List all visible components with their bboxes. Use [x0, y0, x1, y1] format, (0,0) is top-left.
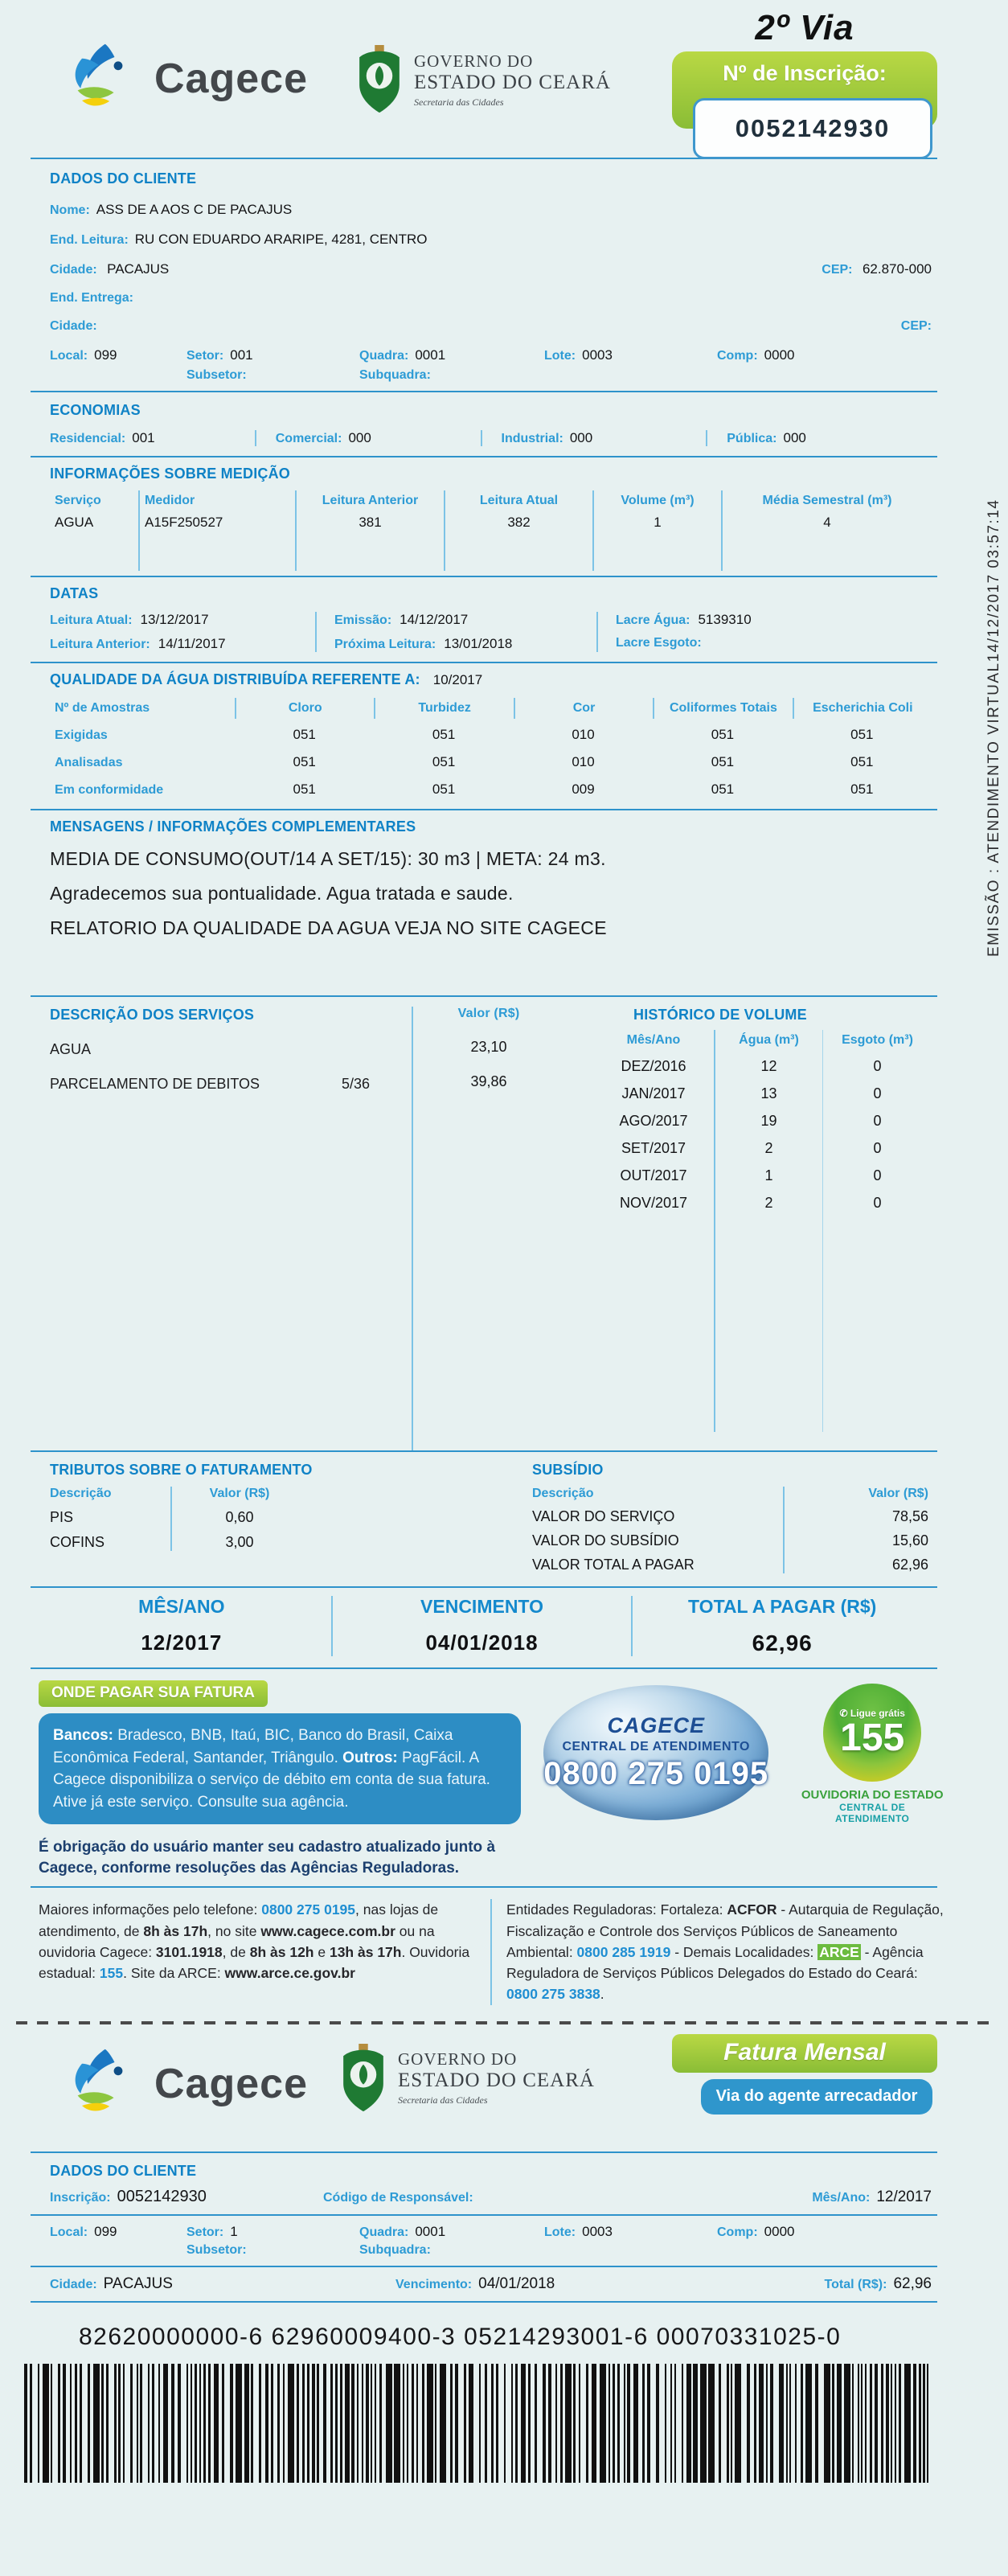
stub-client-title: DADOS DO CLIENTE: [50, 2162, 197, 2179]
residential-label: Residencial:: [50, 432, 126, 445]
water-seal-value: 5139310: [698, 612, 752, 627]
dates-section: [0, 577, 1008, 662]
free-call-label: ✆ Ligue grátis: [839, 1708, 905, 1719]
subblock-label: Subquadra:: [359, 2242, 431, 2257]
subsidy-value-header: Valor (R$): [868, 1487, 928, 1500]
info-right-column: [490, 1899, 944, 2004]
block-label: Quadra:: [359, 349, 409, 363]
info-text: - Agência Reguladora de Serviços Públicos Delegados do Estado do Ceará:: [506, 1943, 924, 1982]
ombudsman-circle-icon: [823, 1684, 921, 1782]
subblock-label: Subquadra:: [359, 368, 431, 382]
delivery-address-label: End. Entrega:: [50, 291, 134, 305]
metering-title: INFORMAÇÕES SOBRE MEDIÇÃO: [50, 466, 291, 482]
cagece-logo: [56, 35, 308, 122]
history-month: AGO/2017: [619, 1113, 688, 1129]
banks-label: Bancos:: [53, 1727, 113, 1744]
prev-reading-date: 14/11/2017: [158, 636, 226, 651]
subsidy-name: VALOR DO SERVIÇO: [532, 1508, 675, 1524]
gov-line2: ESTADO DO CEARÁ: [414, 71, 611, 93]
volume-value: 1: [592, 511, 721, 571]
where-to-pay-badge: ONDE PAGAR SUA FATURA: [39, 1680, 268, 1707]
local-value: 099: [94, 347, 117, 363]
curr-reading-header: Leitura Atual: [444, 490, 592, 511]
cep2-label: CEP:: [900, 319, 932, 333]
prev-reading-header: Leitura Anterior: [295, 490, 444, 511]
cep-value: 62.870-000: [862, 261, 932, 277]
history-sewage: 0: [873, 1140, 882, 1156]
sewage-header: Esgoto (m³): [842, 1033, 913, 1047]
reading-address-value: RU CON EDUARDO ARARIPE, 4281, CENTRO: [134, 232, 428, 247]
emission-date-label: Emissão:: [334, 613, 392, 627]
lot-label: Lote:: [544, 2225, 576, 2239]
dates-title: DATAS: [50, 585, 99, 601]
quality-cell: 009: [572, 781, 595, 797]
month-year-header: MÊS/ANO: [138, 1596, 225, 1617]
history-water: 13: [760, 1085, 777, 1101]
gov-line2: ESTADO DO CEARÁ: [398, 2069, 595, 2092]
public-label: Pública:: [727, 432, 777, 445]
messages-title: MENSAGENS / INFORMAÇÕES COMPLEMENTARES: [50, 818, 416, 835]
info-left-column: [39, 1899, 476, 2004]
messages-section: [0, 810, 1008, 995]
history-water: 2: [764, 1140, 773, 1156]
quality-cell: 051: [850, 727, 874, 742]
summary-bar: [0, 1588, 1008, 1667]
stub-subsector-row: [0, 2240, 1008, 2266]
curr-reading-value: 382: [444, 511, 592, 571]
info-text: , de: [222, 1943, 250, 1960]
semester-avg-header: Média Semestral (m³): [721, 490, 932, 511]
industrial-value: 000: [569, 430, 593, 445]
info-text: Maiores informações pelo telefone:: [39, 1901, 262, 1918]
service-desc: AGUA: [50, 1041, 92, 1057]
info-text: .: [600, 1986, 604, 2003]
history-month: DEZ/2016: [621, 1058, 686, 1074]
info-text: . Ouvidoria estadual:: [39, 1943, 470, 1982]
barcode: [24, 2364, 932, 2483]
city-value: PACAJUS: [103, 2275, 173, 2292]
subsidy-name: VALOR DO SUBSÍDIO: [532, 1532, 679, 1548]
due-date-header: VENCIMENTO: [420, 1596, 543, 1617]
inscription-value: 0052142930: [117, 2187, 207, 2205]
comp-value: 0000: [764, 2223, 795, 2239]
city2-label: Cidade:: [50, 319, 97, 333]
history-sewage: 0: [873, 1195, 882, 1211]
due-date-value: 04/01/2018: [478, 2275, 555, 2292]
stub-header: [0, 2031, 1008, 2151]
quality-cell: 051: [850, 754, 874, 769]
quality-cell: 051: [293, 781, 316, 797]
sewage-seal-label: Lacre Esgoto:: [616, 636, 702, 650]
prev-reading-value: 381: [295, 511, 444, 571]
gov-subtitle: Secretaria das Cidades: [414, 96, 504, 108]
history-sewage: 0: [873, 1167, 882, 1183]
gov-subtitle: Secretaria das Cidades: [398, 2094, 488, 2106]
info-text: - Autarquia de Regulação, Fiscalização e Controle dos Serviços Públicos de Saneamento Ambiental:: [506, 1901, 944, 1960]
emission-date: 14/12/2017: [400, 612, 469, 627]
volume-header: Volume (m³): [592, 490, 721, 511]
ecoli-header: Escherichia Coli: [793, 698, 932, 719]
commercial-label: Comercial:: [275, 432, 342, 445]
ombudsman-badge: [801, 1680, 944, 1878]
stub-due-row: [0, 2267, 1008, 2301]
total-label: Total (R$):: [824, 2277, 887, 2291]
history-sewage: 0: [873, 1085, 882, 1101]
phone-number: 0800 275 3838: [506, 1986, 600, 2003]
info-text: 8h às 12h: [249, 1943, 314, 1960]
month-year-value: 12/2017: [141, 1631, 223, 1655]
next-reading-date: 13/01/2018: [444, 636, 513, 651]
regulatory-info: [0, 1888, 1008, 2012]
due-date-value: 04/01/2018: [425, 1631, 539, 1655]
cagece-logo-text: Cagece: [154, 2060, 308, 2107]
ceara-crest-icon: [356, 45, 403, 114]
lot-label: Lote:: [544, 349, 576, 363]
website: www.cagece.com.br: [260, 1922, 395, 1939]
block-value: 0001: [415, 347, 446, 363]
payment-places-section: [0, 1669, 1008, 1886]
gov-line1: GOVERNO DO: [398, 2049, 518, 2069]
tax-value-header: Valor (R$): [209, 1487, 270, 1500]
agency-name: ACFOR: [727, 1901, 777, 1918]
cagece-logo-text: Cagece: [154, 55, 308, 102]
agency-name: ARCE: [819, 1943, 859, 1960]
collector-copy-badge: Via do agente arrecadador: [701, 2079, 932, 2115]
quality-cell: 051: [432, 754, 456, 769]
total-value: 62,96: [893, 2275, 932, 2292]
message-line: Agradecemos sua pontualidade. Agua tratada e saude.: [50, 883, 514, 904]
barcode-number: 82620000000-6 62960009400-3 05214293001-6 00070331025-0: [79, 2323, 842, 2350]
history-water: 2: [764, 1195, 773, 1211]
subsidy-name: VALOR TOTAL A PAGAR: [532, 1557, 695, 1573]
responsible-code-label: Código de Responsável:: [323, 2190, 473, 2205]
ceara-crest-icon: [340, 2044, 387, 2113]
coliforms-header: Coliformes Totais: [653, 698, 792, 719]
commercial-value: 000: [348, 430, 371, 445]
month-year-value: 12/2017: [876, 2188, 932, 2205]
local-label: Local:: [50, 2225, 88, 2239]
quality-cell: 051: [850, 781, 874, 797]
history-month: SET/2017: [621, 1140, 686, 1156]
color-header: Cor: [514, 698, 653, 719]
history-water: 19: [760, 1113, 777, 1129]
conforming-row-label: Em conformidade: [55, 783, 164, 797]
inscription-badge: [672, 51, 937, 166]
required-row-label: Exigidas: [55, 728, 108, 742]
quality-cell: 051: [293, 727, 316, 742]
quality-cell: 051: [711, 727, 735, 742]
subsector-label: Subsetor:: [186, 368, 247, 382]
history-sewage: 0: [873, 1113, 882, 1129]
message-line: MEDIA DE CONSUMO(OUT/14 A SET/15): 30 m3 | META: 24 m3.: [50, 848, 606, 869]
ombudsman-line2: CENTRAL DE ATENDIMENTO: [835, 1802, 910, 1824]
website: www.arce.ce.gov.br: [224, 1965, 355, 1982]
call-center-drop-logo: [543, 1685, 768, 1820]
tax-value: 0,60: [225, 1509, 254, 1525]
services-value-header: Valor (R$): [457, 1007, 520, 1020]
residential-value: 001: [132, 430, 155, 445]
info-text: Entidades Reguladoras: Fortaleza:: [506, 1901, 727, 1918]
sector-label: Setor:: [186, 349, 224, 363]
subsidy-value: 78,56: [891, 1508, 928, 1524]
info-text: ou na ouvidoria Cagece:: [39, 1922, 435, 1960]
water-quality-section: [0, 663, 1008, 809]
inscription-number: 0052142930: [693, 98, 932, 159]
name-value: ASS DE A AOS C DE PACAJUS: [96, 202, 293, 217]
info-text: . Site da ARCE:: [123, 1965, 225, 1982]
name-label: Nome:: [50, 203, 90, 217]
ombudsman-number: 155: [840, 1717, 905, 1759]
water-header: Água (m³): [739, 1033, 799, 1047]
tax-name: COFINS: [50, 1534, 105, 1550]
comp-label: Comp:: [717, 2225, 758, 2239]
info-text: - Demais Localidades:: [670, 1943, 818, 1960]
due-date-label: Vencimento:: [395, 2277, 473, 2291]
taxes-title: TRIBUTOS SOBRE O FATURAMENTO: [50, 1462, 313, 1478]
client-section: [0, 159, 1008, 391]
banks-box: [39, 1713, 521, 1824]
block-label: Quadra:: [359, 2225, 409, 2239]
cut-line: [16, 2021, 992, 2024]
quality-title: QUALIDADE DA ÁGUA DISTRIBUÍDA REFERENTE A:: [50, 671, 420, 687]
ombudsman-line1: OUVIDORIA DO ESTADO: [801, 1788, 944, 1802]
prev-reading-date-label: Leitura Anterior:: [50, 638, 150, 651]
comp-value: 0000: [764, 347, 795, 363]
public-value: 000: [783, 430, 806, 445]
government-seal: [340, 2044, 595, 2113]
quality-cell: 051: [432, 781, 456, 797]
cep-label: CEP:: [822, 263, 853, 277]
subsidy-desc-header: Descrição: [532, 1487, 594, 1500]
meter-value: A15F250527: [138, 511, 295, 571]
quality-cell: 051: [293, 754, 316, 769]
sector-value: 1: [230, 2223, 238, 2239]
services-section: [0, 997, 1008, 1450]
local-label: Local:: [50, 349, 88, 363]
semester-avg-value: 4: [721, 511, 932, 571]
economies-section: [0, 392, 1008, 456]
history-sewage: 0: [873, 1058, 882, 1074]
subsidy-title: SUBSÍDIO: [532, 1462, 604, 1478]
info-text: , no site: [207, 1922, 261, 1939]
lot-value: 0003: [582, 347, 613, 363]
government-seal: [356, 45, 611, 114]
curr-reading-date-label: Leitura Atual:: [50, 613, 133, 627]
phone-number: 3101.1918: [155, 1943, 223, 1960]
city-value: PACAJUS: [107, 261, 170, 277]
chlorine-header: Cloro: [235, 698, 374, 719]
stub-inscription-row: [0, 2180, 1008, 2214]
history-month: JAN/2017: [621, 1085, 686, 1101]
banks-list: Bradesco, BNB, Itaú, BIC, Banco do Brasil, Caixa Econômica Federal, Santander, Triângulo.: [53, 1727, 453, 1766]
obligation-note: É obrigação do usuário manter seu cadastro atualizado junto à Cagece, conforme resoluções das Agências Reguladoras.: [39, 1839, 496, 1877]
others-label: Outros:: [342, 1749, 398, 1766]
economies-title: ECONOMIAS: [50, 402, 141, 418]
analyzed-row-label: Analisadas: [55, 756, 123, 769]
subsidy-value: 15,60: [891, 1532, 928, 1548]
cagece-logo-icon: [56, 35, 151, 122]
phone-number: 155: [99, 1965, 124, 1982]
subsidy-value: 62,96: [891, 1557, 928, 1573]
phone-number: 0800 285 1919: [576, 1943, 671, 1960]
metering-section: [0, 457, 1008, 576]
city-label: Cidade:: [50, 263, 97, 277]
history-month: OUT/2017: [620, 1167, 687, 1183]
quality-ref-month: 10/2017: [432, 672, 483, 687]
local-value: 099: [94, 2223, 117, 2239]
cagece-logo: [56, 2041, 308, 2127]
total-header: TOTAL A PAGAR (R$): [688, 1596, 877, 1617]
service-installment: 5/36: [341, 1076, 370, 1092]
service-desc: PARCELAMENTO DE DEBITOS: [50, 1076, 260, 1092]
industrial-label: Industrial:: [501, 432, 563, 445]
service-value: 39,86: [470, 1073, 507, 1089]
total-value: 62,96: [752, 1631, 813, 1655]
month-year-label: Mês/Ano:: [812, 2190, 871, 2205]
history-water: 1: [764, 1167, 773, 1183]
turbidity-header: Turbidez: [374, 698, 513, 719]
info-text: , nas lojas de atendimento, de: [39, 1901, 439, 1939]
inscription-label: Inscrição:: [50, 2190, 111, 2205]
inscription-label: Nº de Inscrição:: [672, 51, 937, 129]
tax-value: 3,00: [225, 1534, 254, 1550]
history-month: NOV/2017: [619, 1195, 688, 1211]
block-value: 0001: [415, 2223, 446, 2239]
water-seal-label: Lacre Água:: [616, 613, 690, 627]
tax-desc-header: Descrição: [50, 1487, 112, 1500]
phone-number: 0800 275 0195: [261, 1901, 356, 1918]
subsidy-section: [428, 1462, 932, 1573]
stub-location-row: [0, 2216, 1008, 2240]
city-label: Cidade:: [50, 2277, 97, 2291]
sector-value: 001: [230, 347, 253, 363]
reading-address-label: End. Leitura:: [50, 233, 129, 247]
next-reading-date-label: Próxima Leitura:: [334, 638, 436, 651]
info-text: 13h às 17h: [329, 1943, 402, 1960]
emission-vertical-text: EMISSÃO : ATENDIMENTO VIRTUAL14/12/2017 03:57:14: [985, 498, 1002, 957]
history-title: HISTÓRICO DE VOLUME: [633, 1007, 807, 1023]
service-value: AGUA: [55, 515, 94, 530]
quality-cell: 051: [711, 781, 735, 797]
history-water: 12: [760, 1058, 777, 1074]
curr-reading-date: 13/12/2017: [140, 612, 209, 627]
taxes-section: [0, 1452, 1008, 1586]
samples-header: Nº de Amostras: [55, 701, 150, 715]
info-text: e: [313, 1943, 330, 1960]
quality-cell: 051: [711, 754, 735, 769]
service-value: 23,10: [470, 1039, 507, 1055]
monthly-bill-badge: Fatura Mensal: [672, 2034, 937, 2073]
message-line: RELATORIO DA QUALIDADE DA AGUA VEJA NO SITE CAGECE: [50, 917, 607, 938]
quality-cell: 010: [572, 754, 595, 769]
lot-value: 0003: [582, 2223, 613, 2239]
meter-header: Medidor: [138, 490, 295, 511]
volume-history: [593, 1007, 932, 1450]
others-text: PagFácil. A Cagece disponibiliza o serviço de débito em conta de sua fatura. Ative já este serviço. Consulte sua agência.: [53, 1749, 490, 1811]
comp-label: Comp:: [717, 349, 758, 363]
info-text: 8h às 17h: [143, 1922, 208, 1939]
second-copy-label: 2º Via: [755, 8, 854, 47]
call-center-brand: CAGECE: [607, 1713, 705, 1737]
call-center-phone: 0800 275 0195: [543, 1756, 769, 1791]
cagece-logo-icon: [56, 2041, 151, 2127]
month-header: Mês/Ano: [626, 1033, 681, 1047]
services-title: DESCRIÇÃO DOS SERVIÇOS: [50, 1007, 255, 1023]
gov-line1: GOVERNO DO: [414, 51, 534, 71]
header: [0, 0, 1008, 158]
subsector-label: Subsetor:: [186, 2242, 247, 2257]
sector-label: Setor:: [186, 2225, 224, 2239]
quality-cell: 010: [572, 727, 595, 742]
service-header: Serviço: [55, 494, 101, 507]
tax-name: PIS: [50, 1509, 74, 1525]
call-center-label: CENTRAL DE ATENDIMENTO: [562, 1740, 750, 1754]
quality-cell: 051: [432, 727, 456, 742]
client-section-title: DADOS DO CLIENTE: [50, 170, 197, 187]
